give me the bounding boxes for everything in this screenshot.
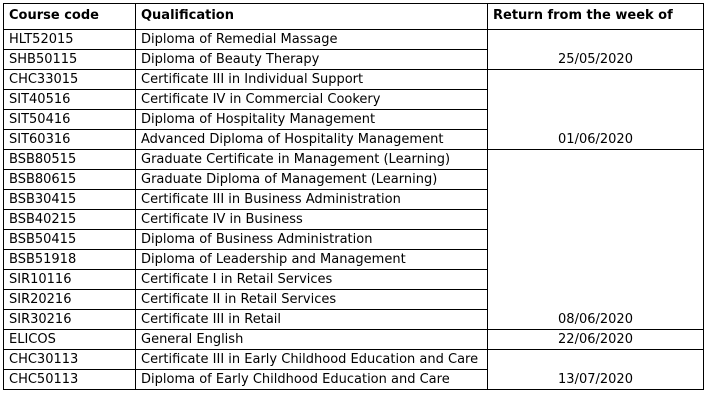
course-code-cell: SIR20216	[4, 290, 136, 310]
course-code-cell: SIR30216	[4, 310, 136, 330]
qualification-cell: Certificate III in Retail	[136, 310, 488, 330]
header-row	[4, 4, 704, 30]
course-code-cell: BSB30415	[4, 190, 136, 210]
course-return-table	[3, 3, 704, 390]
qualification-cell: Certificate I in Retail Services	[136, 270, 488, 290]
return-date-cell: 22/06/2020	[488, 330, 704, 350]
course-code-cell: SHB50115	[4, 50, 136, 70]
return-date-cell: 08/06/2020	[488, 150, 704, 330]
table-row	[4, 150, 704, 170]
qualification-cell: Diploma of Beauty Therapy	[136, 50, 488, 70]
return-date-cell: 25/05/2020	[488, 30, 704, 70]
qualification-cell: Diploma of Remedial Massage	[136, 30, 488, 50]
qualification-cell: Certificate III in Early Childhood Education and Care	[136, 350, 488, 370]
qualification-cell: Certificate II in Retail Services	[136, 290, 488, 310]
return-date-cell: 13/07/2020	[488, 350, 704, 390]
qualification-cell: Diploma of Hospitality Management	[136, 110, 488, 130]
qualification-cell: Diploma of Business Administration	[136, 230, 488, 250]
qualification-cell: Advanced Diploma of Hospitality Management	[136, 130, 488, 150]
course-code-cell: SIT40516	[4, 90, 136, 110]
course-code-cell: BSB80515	[4, 150, 136, 170]
course-code-cell: SIT50416	[4, 110, 136, 130]
course-code-cell: ELICOS	[4, 330, 136, 350]
course-code-cell: BSB40215	[4, 210, 136, 230]
course-code-cell: CHC30113	[4, 350, 136, 370]
table-row	[4, 330, 704, 350]
course-code-cell: SIR10116	[4, 270, 136, 290]
qualification-cell: General English	[136, 330, 488, 350]
course-code-cell: BSB51918	[4, 250, 136, 270]
qualification-cell: Certificate III in Individual Support	[136, 70, 488, 90]
course-code-cell: BSB50415	[4, 230, 136, 250]
qualification-cell: Graduate Certificate in Management (Learning)	[136, 150, 488, 170]
header-qualification: Qualification	[136, 4, 488, 30]
course-code-cell: BSB80615	[4, 170, 136, 190]
qualification-cell: Certificate IV in Commercial Cookery	[136, 90, 488, 110]
qualification-cell: Certificate IV in Business	[136, 210, 488, 230]
table-body	[4, 30, 704, 390]
qualification-cell: Certificate III in Business Administration	[136, 190, 488, 210]
qualification-cell: Diploma of Leadership and Management	[136, 250, 488, 270]
header-course-code: Course code	[4, 4, 136, 30]
qualification-cell: Graduate Diploma of Management (Learning)	[136, 170, 488, 190]
course-code-cell: SIT60316	[4, 130, 136, 150]
header-return-week: Return from the week of	[488, 4, 704, 30]
return-date-cell: 01/06/2020	[488, 70, 704, 150]
qualification-cell: Diploma of Early Childhood Education and Care	[136, 370, 488, 390]
table-row	[4, 350, 704, 370]
course-code-cell: HLT52015	[4, 30, 136, 50]
course-code-cell: CHC33015	[4, 70, 136, 90]
table-row	[4, 70, 704, 90]
course-code-cell: CHC50113	[4, 370, 136, 390]
table-row	[4, 30, 704, 50]
